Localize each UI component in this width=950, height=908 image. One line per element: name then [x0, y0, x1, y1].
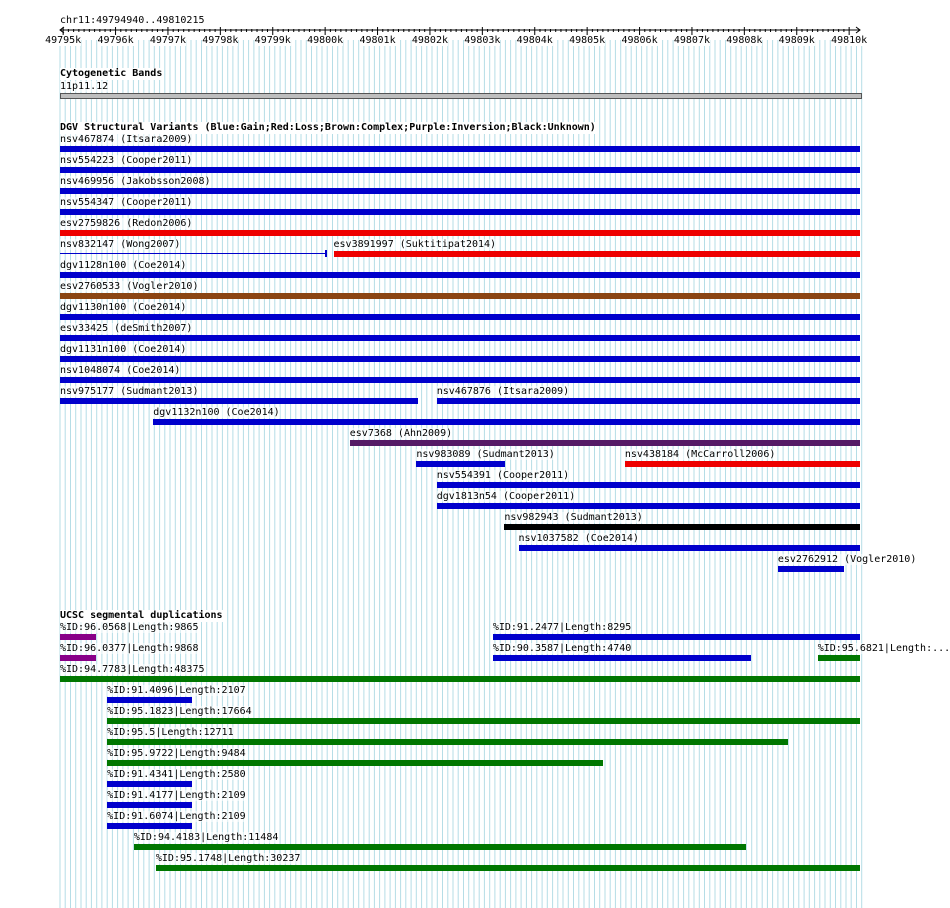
- dgv-feature-label: nsv982943 (Sudmant2013): [504, 512, 643, 523]
- ruler-location: chr11:49794940..49810215: [60, 15, 205, 26]
- dgv-feature-label: nsv438184 (McCarroll2006): [624, 449, 776, 460]
- dgv-feature-bar[interactable]: [60, 146, 860, 152]
- ruler-tick-label: 49802k: [411, 35, 448, 46]
- dgv-feature-bar[interactable]: [519, 545, 861, 551]
- dgv-feature-label: nsv1037582 (Coe2014): [518, 533, 639, 544]
- segdup-feature-label: %ID:91.4177|Length:2109: [107, 790, 246, 801]
- dgv-feature-bar[interactable]: [60, 398, 418, 404]
- dgv-feature-bar[interactable]: [60, 167, 860, 173]
- segdup-feature-label: %ID:90.3587|Length:4740: [492, 643, 632, 654]
- dgv-feature-bar[interactable]: [60, 356, 860, 362]
- segdup-feature-bar[interactable]: [107, 697, 192, 703]
- dgv-feature-bar[interactable]: [60, 314, 860, 320]
- ruler-tick-label: 49796k: [97, 35, 134, 46]
- dgv-feature-label: dgv1132n100 (Coe2014): [153, 407, 280, 418]
- ruler-tick-label: 49803k: [464, 35, 501, 46]
- ruler-tick-label: 49805k: [569, 35, 606, 46]
- segdup-feature-label: %ID:95.6821|Length:...: [817, 643, 950, 654]
- segdup-feature-label: %ID:91.4096|Length:2107: [107, 685, 246, 696]
- segdup-feature-label: %ID:94.4183|Length:11484: [133, 832, 279, 843]
- segdup-feature-label: %ID:91.6074|Length:2109: [107, 811, 246, 822]
- segdup-feature-bar[interactable]: [107, 739, 788, 745]
- dgv-feature-bar[interactable]: [625, 461, 861, 467]
- segdup-feature-bar[interactable]: [818, 655, 861, 661]
- dgv-feature-label: nsv469956 (Jakobsson2008): [60, 176, 211, 187]
- dgv-feature-bar[interactable]: [334, 251, 861, 257]
- dgv-feature-label: nsv975177 (Sudmant2013): [60, 386, 199, 397]
- ruler-tick-label: 49797k: [149, 35, 186, 46]
- segdup-feature-label: %ID:91.4341|Length:2580: [107, 769, 246, 780]
- ruler-tick-label: 49801k: [359, 35, 396, 46]
- segdup-feature-bar[interactable]: [107, 760, 603, 766]
- dgv-feature-label: nsv983089 (Sudmant2013): [416, 449, 555, 460]
- segdup-feature-bar[interactable]: [107, 823, 192, 829]
- dgv-feature-bar[interactable]: [153, 419, 860, 425]
- dgv-feature-bar[interactable]: [437, 482, 861, 488]
- segdup-feature-bar[interactable]: [60, 634, 96, 640]
- dgv-feature-bar[interactable]: [60, 188, 860, 194]
- segdup-feature-label: %ID:95.1748|Length:30237: [155, 853, 301, 864]
- ruler-tick-label: 49800k: [307, 35, 344, 46]
- dgv-feature-label: esv33425 (deSmith2007): [60, 323, 193, 334]
- ruler-tick-label: 49798k: [202, 35, 239, 46]
- segdup-feature-label: %ID:91.2477|Length:8295: [492, 622, 632, 633]
- dgv-feature-label: esv2760533 (Vogler2010): [60, 281, 199, 292]
- segdup-feature-bar[interactable]: [107, 802, 192, 808]
- dgv-feature-bar[interactable]: [437, 503, 861, 509]
- cytoband-track-title: Cytogenetic Bands: [60, 68, 163, 79]
- segdup-feature-bar[interactable]: [156, 865, 861, 871]
- dgv-feature-bar[interactable]: [60, 230, 860, 236]
- cytoband-bar[interactable]: [60, 93, 862, 99]
- dgv-feature-label: nsv832147 (Wong2007): [60, 239, 181, 250]
- dgv-feature-bar[interactable]: [60, 335, 860, 341]
- ruler-tick-label: 49804k: [516, 35, 553, 46]
- dgv-feature-bar[interactable]: [60, 293, 860, 299]
- segdup-feature-label: %ID:94.7783|Length:48375: [60, 664, 205, 675]
- dgv-feature-label: esv2762912 (Vogler2010): [777, 554, 917, 565]
- segdup-feature-bar[interactable]: [107, 718, 860, 724]
- segdup-track-title: UCSC segmental duplications: [60, 610, 223, 621]
- dgv-feature-label: dgv1130n100 (Coe2014): [60, 302, 187, 313]
- dgv-feature-label: nsv1048074 (Coe2014): [60, 365, 181, 376]
- dgv-feature-label: nsv467874 (Itsara2009): [60, 134, 193, 145]
- dgv-track-title: DGV Structural Variants (Blue:Gain;Red:Loss;Brown:Complex;Purple:Inversion;Black:Unknown): [60, 122, 596, 133]
- ruler-tick-label: 49807k: [673, 35, 710, 46]
- dgv-feature-bar[interactable]: [504, 524, 860, 530]
- segdup-feature-bar[interactable]: [107, 781, 192, 787]
- ruler-tick-label: 49806k: [621, 35, 658, 46]
- dgv-feature-bar[interactable]: [416, 461, 505, 467]
- dgv-feature-label: esv3891997 (Suktitipat2014): [333, 239, 497, 250]
- dgv-feature-bar[interactable]: [60, 377, 860, 383]
- dgv-feature-bar[interactable]: [60, 209, 860, 215]
- segdup-feature-label: %ID:96.0568|Length:9865: [60, 622, 199, 633]
- ruler-tick-label: 49809k: [778, 35, 815, 46]
- ruler-tick-label: 49810k: [831, 35, 868, 46]
- dgv-feature-bar[interactable]: [778, 566, 845, 572]
- cytoband-label: 11p11.12: [60, 81, 109, 92]
- segdup-feature-bar[interactable]: [493, 655, 751, 661]
- dgv-feature-label: nsv554223 (Cooper2011): [60, 155, 193, 166]
- ruler-tick-label: 49799k: [254, 35, 291, 46]
- dgv-feature-label: esv2759826 (Redon2006): [60, 218, 193, 229]
- dgv-feature-label: nsv554391 (Cooper2011): [436, 470, 570, 481]
- dgv-feature-label: nsv467876 (Itsara2009): [436, 386, 570, 397]
- segdup-feature-label: %ID:95.5|Length:12711: [107, 727, 234, 738]
- segdup-feature-label: %ID:96.0377|Length:9868: [60, 643, 199, 654]
- dgv-feature-bar[interactable]: [437, 398, 861, 404]
- ruler-tick-label: 49808k: [726, 35, 763, 46]
- dgv-feature-bar[interactable]: [60, 272, 860, 278]
- dgv-feature-label: nsv554347 (Cooper2011): [60, 197, 193, 208]
- segdup-feature-bar[interactable]: [134, 844, 747, 850]
- dgv-feature-bar[interactable]: [60, 253, 326, 254]
- dgv-feature-label: dgv1131n100 (Coe2014): [60, 344, 187, 355]
- dgv-feature-label: esv7368 (Ahn2009): [349, 428, 453, 439]
- segdup-feature-bar[interactable]: [60, 655, 96, 661]
- dgv-feature-bar[interactable]: [350, 440, 861, 446]
- segdup-feature-bar[interactable]: [493, 634, 861, 640]
- segdup-feature-label: %ID:95.9722|Length:9484: [107, 748, 246, 759]
- segdup-feature-bar[interactable]: [60, 676, 860, 682]
- dgv-feature-label: dgv1128n100 (Coe2014): [60, 260, 187, 271]
- dgv-feature-label: dgv1813n54 (Cooper2011): [436, 491, 576, 502]
- segdup-feature-label: %ID:95.1823|Length:17664: [107, 706, 252, 717]
- ruler-tick-label: 49795k: [45, 35, 82, 46]
